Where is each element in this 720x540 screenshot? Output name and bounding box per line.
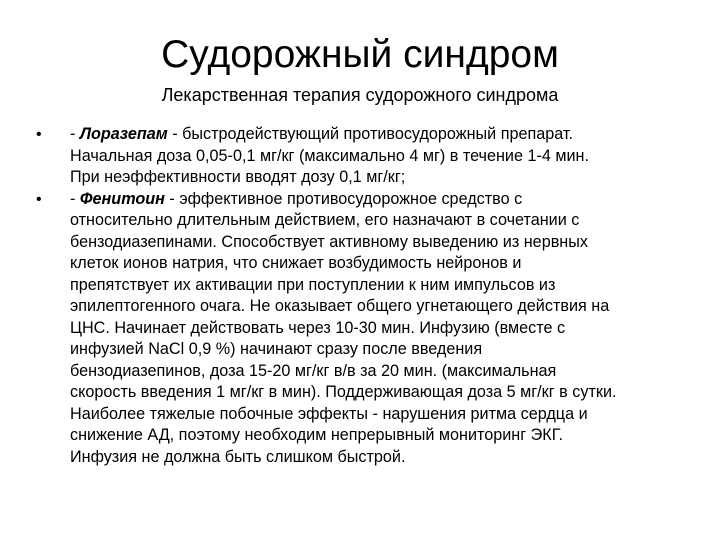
bullet-line: Начальная доза 0,05-0,1 мг/кг (максимально 4 мг) в течение 1-4 мин. xyxy=(70,146,589,165)
bullet-line: ЦНС. Начинает действовать через 10-30 мин. Инфузию (вместе с xyxy=(70,318,566,337)
bullet-line: Наиболее тяжелые побочные эффекты - нарушения ритма сердца и xyxy=(70,404,588,423)
bullet-line: скорость введения 1 мг/кг в мин). Поддерживающая доза 5 мг/кг в сутки. xyxy=(70,383,617,401)
bullet-line: инфузией NaCl 0,9 %) начинают сразу после введения xyxy=(70,340,483,358)
bullet-item-phenytoin xyxy=(36,189,706,469)
bullet-line: При неэффективности вводят дозу 0,1 мг/кг; xyxy=(70,168,406,186)
bullet-dot-icon: • xyxy=(36,190,42,208)
bullet-line: бензодиазепинов, доза 15-20 мг/кг в/в за 20 мин. (максимальная xyxy=(70,361,557,380)
bullet-line: эпилептогенного очага. Не оказывает общего угнетающего действия на xyxy=(70,297,610,315)
bullet-dash: - xyxy=(70,125,80,143)
bullet-line: относительно длительным действием, его назначают в сочетании с xyxy=(70,211,580,229)
drug-name: Фенитоин xyxy=(79,189,165,208)
bullet-line: препятствует их активации при поступлении к ним импульсов из xyxy=(70,275,556,294)
bullet-list xyxy=(36,124,706,468)
bullet-line: бензодиазепинами. Способствует активному выведению из нервных xyxy=(70,232,588,251)
bullet-line: Инфузия не должна быть слишком быстрой. xyxy=(70,447,406,466)
drug-name: Лоразепам xyxy=(79,125,168,143)
bullet-line: снижение АД, поэтому необходим непрерывный мониторинг ЭКГ. xyxy=(70,426,563,444)
bullet-dot-icon: • xyxy=(36,126,42,143)
bullet-line: клеток ионов натрия, что снижает возбудимость нейронов и xyxy=(70,254,522,272)
slide-title: Судорожный синдром xyxy=(161,33,559,76)
bullet-text: - быстродействующий противосудорожный препарат. xyxy=(167,125,574,143)
bullet-item-lorazepam xyxy=(36,124,706,189)
slide-subtitle: Лекарственная терапия судорожного синдрома xyxy=(161,85,559,105)
bullet-dash: - xyxy=(70,189,80,208)
bullet-line xyxy=(70,189,706,211)
bullet-text: - эффективное противосудорожное средство с xyxy=(164,189,523,208)
bullet-line xyxy=(70,124,706,146)
